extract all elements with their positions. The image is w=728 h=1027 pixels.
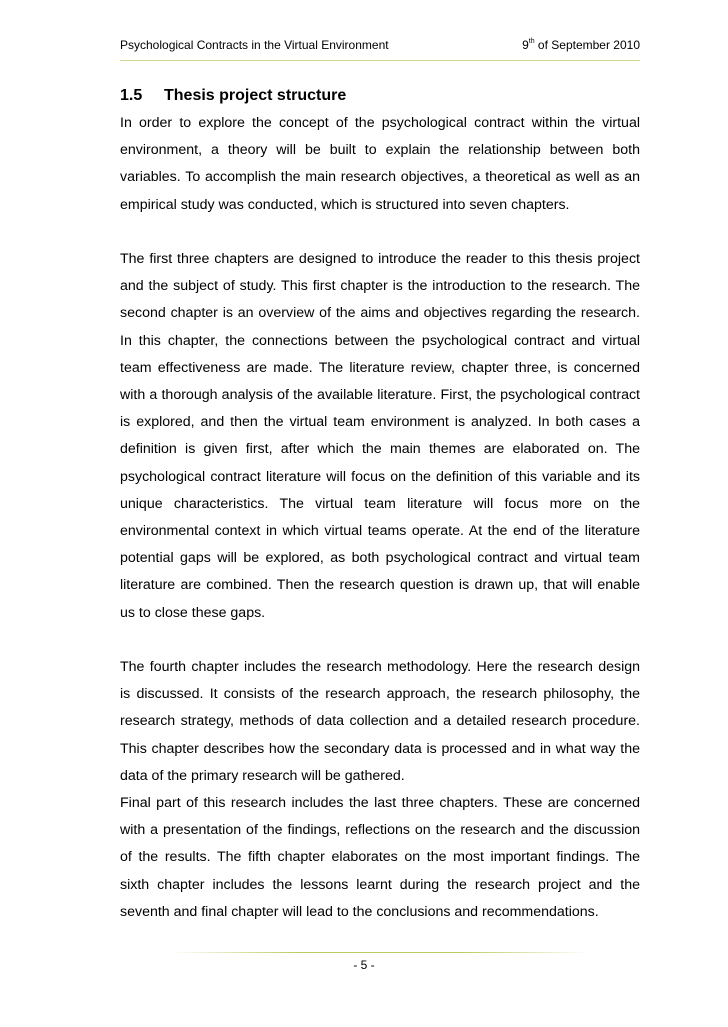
header-title: Psychological Contracts in the Virtual Environment bbox=[120, 38, 389, 52]
paragraph-1: In order to explore the concept of the psychological contract within the virtual environment, a theory will be built to explain the relationship between both variables. To accomplish the main research objectives, a theoretical as well as an empirical study was conducted, which is structured into seven chapters. bbox=[120, 115, 640, 213]
header-divider bbox=[120, 60, 640, 61]
header-date-rest: of September 2010 bbox=[534, 38, 640, 52]
section-heading bbox=[120, 86, 346, 106]
footer-divider bbox=[170, 952, 590, 953]
header-date-suffix: th bbox=[528, 38, 535, 45]
section-title: Thesis project structure bbox=[164, 87, 347, 104]
page-number: - 5 - bbox=[353, 958, 375, 972]
section-number: 1.5 bbox=[120, 87, 143, 104]
paragraph-3: The fourth chapter includes the research methodology. Here the research design is discussed. It consists of the research approach, the research philosophy, the research strategy, methods of data collection and a detailed research procedure. This chapter describes how the secondary data is processed and in what way the data of the primary research will be gathered. bbox=[120, 659, 640, 784]
paragraph-2: The first three chapters are designed to introduce the reader to this thesis project and the subject of study. This first chapter is the introduction to the research. The second chapter is an overview of the aims and objectives regarding the research. In this chapter, the connections between the psychological contract and virtual team effectiveness are made. The literature review, chapter three, is concerned with a thorough analysis of the available literature. First, the psychological contract is explored, and then the virtual team environment is analyzed. In both cases a definition is given first, after which the main themes are elaborated on. The psychological contract literature will focus on the definition of this variable and its unique characteristics. The virtual team literature will focus more on the environmental context in which virtual teams operate. At the end of the literature potential gaps will be explored, as both psychological contract and virtual team literature are combined. Then the research question is drawn up, that will enable us to close these gaps. bbox=[120, 251, 640, 621]
body-text bbox=[120, 110, 640, 926]
header-date bbox=[522, 38, 640, 52]
paragraph-4: Final part of this research includes the last three chapters. These are concerned with a presentation of the findings, reflections on the research and the discussion of the results. The fifth chapter elaborates on the most important findings. The sixth chapter includes the lessons learnt during the research project and the seventh and final chapter will lead to the conclusions and recommendations. bbox=[120, 795, 640, 920]
header-date-day: 9 bbox=[522, 38, 529, 52]
